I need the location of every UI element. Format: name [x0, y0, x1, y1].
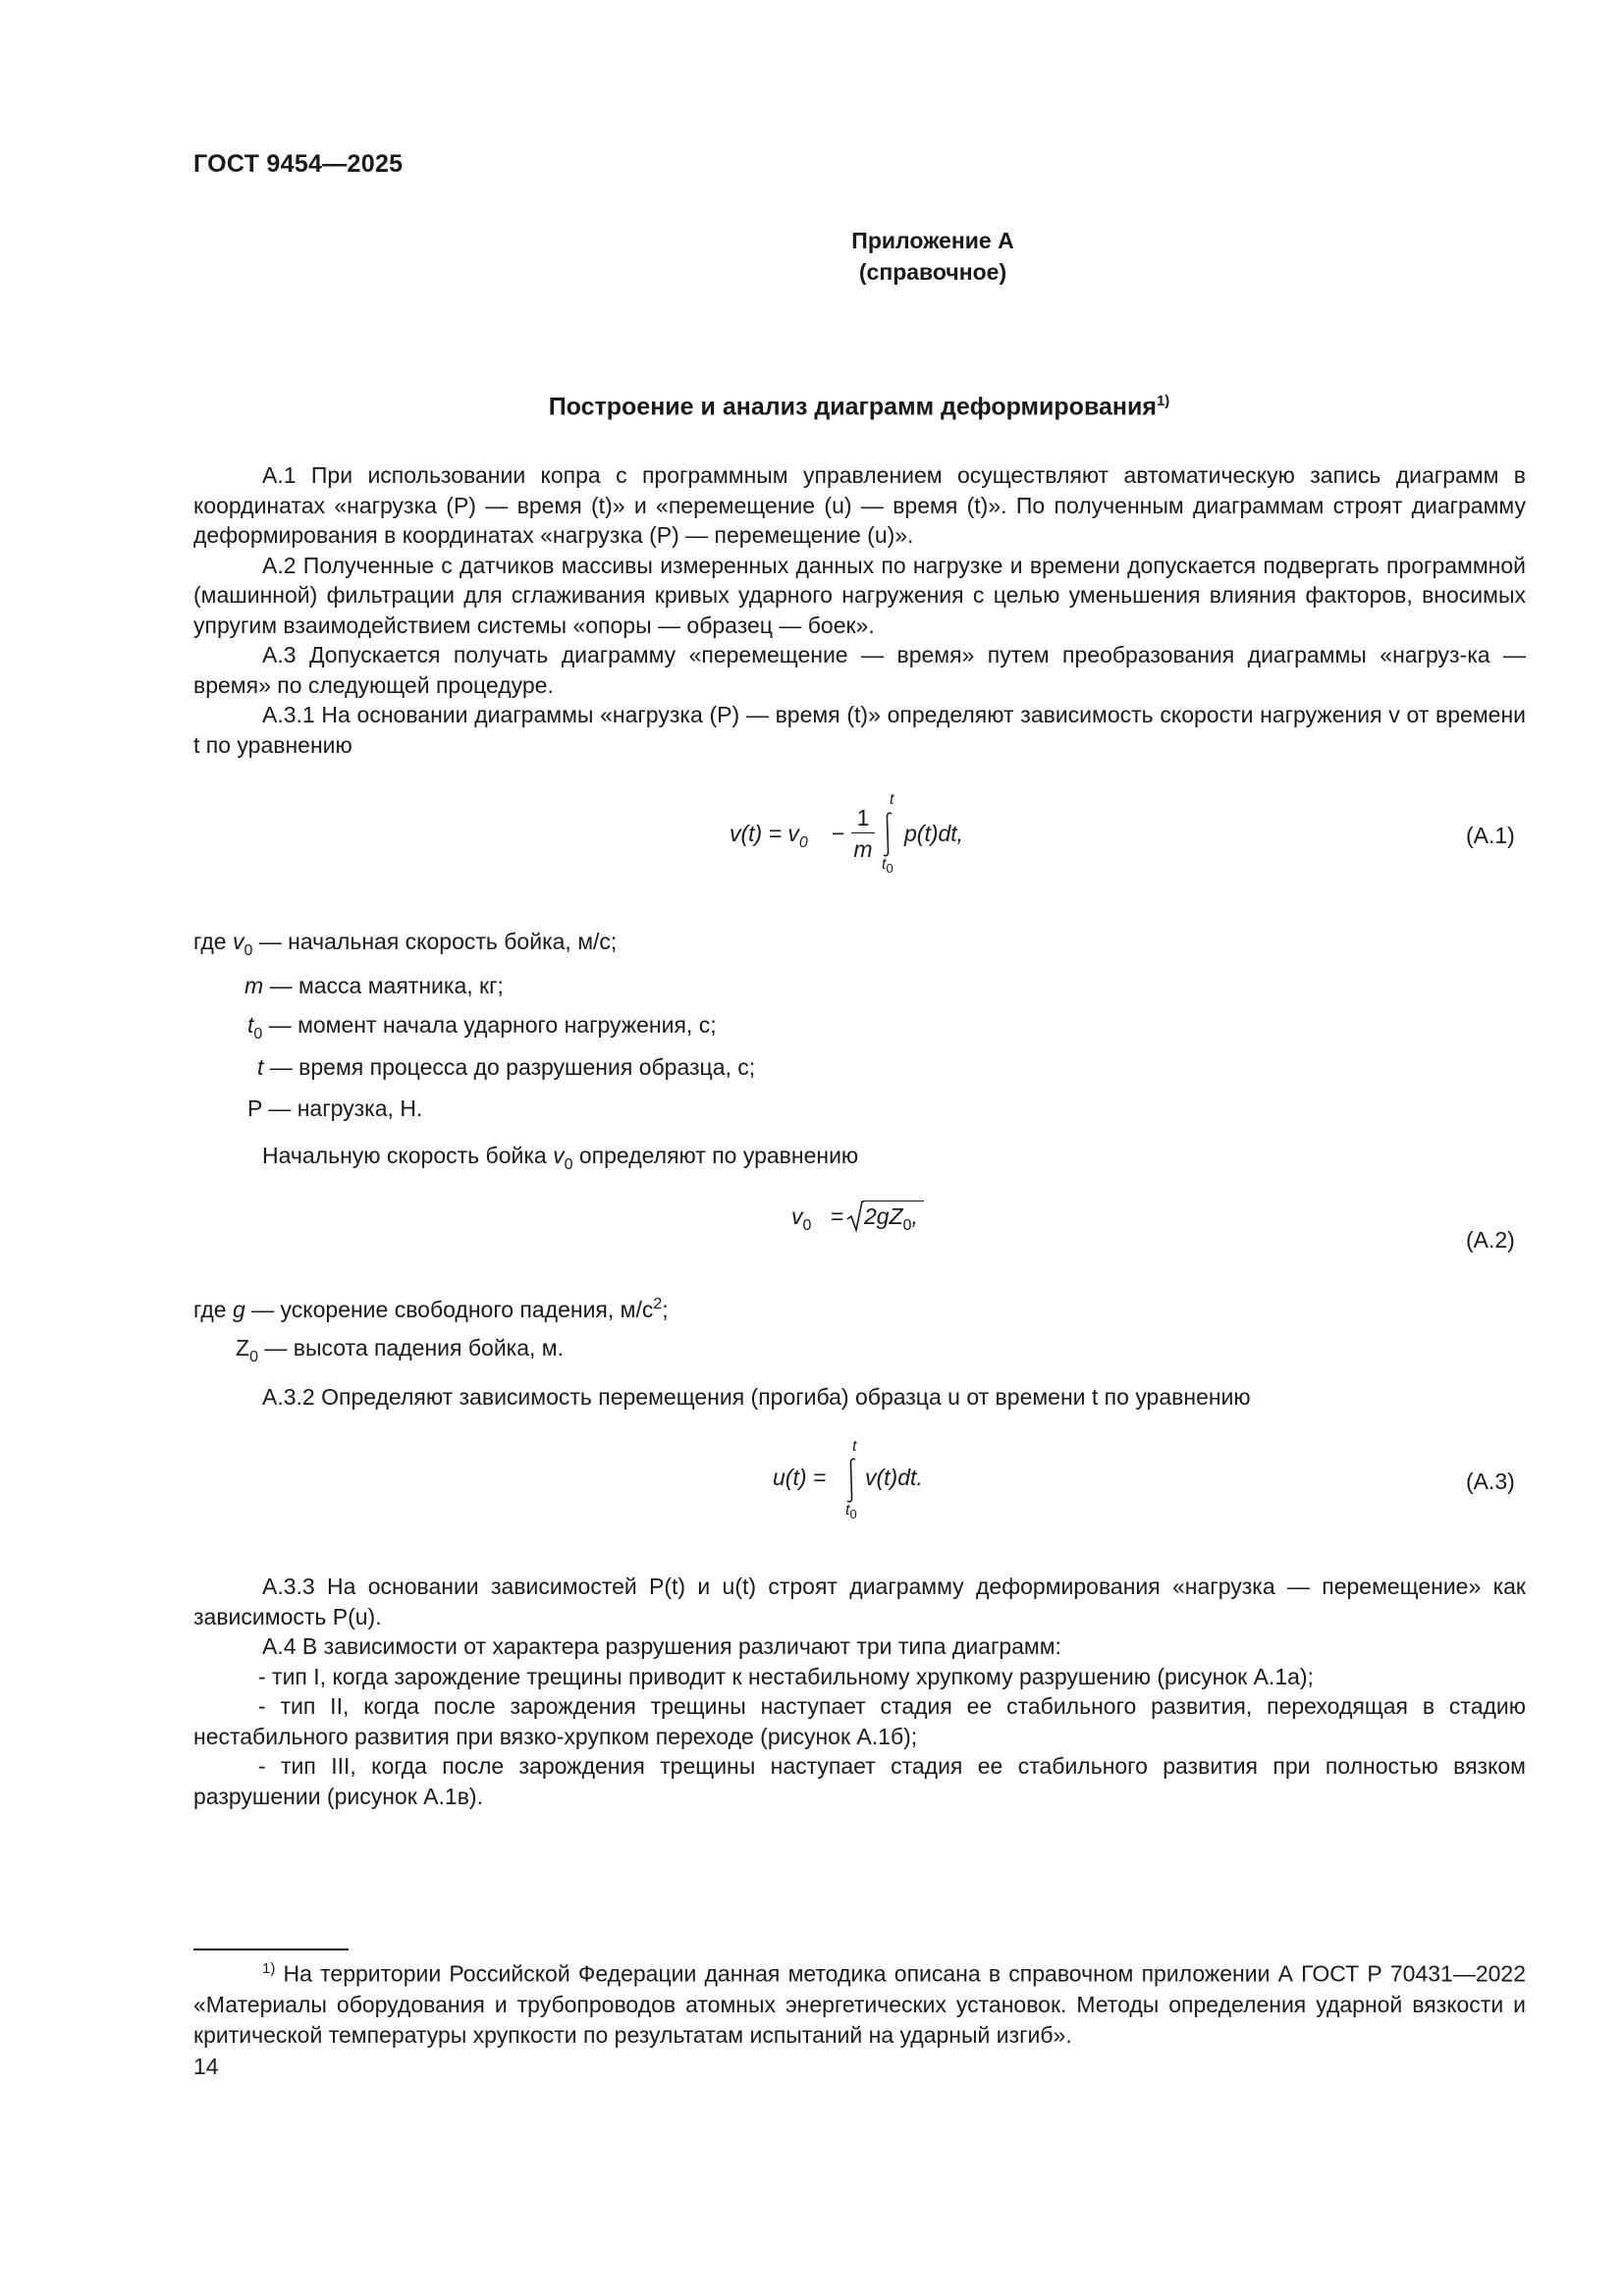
def-p [247, 1095, 422, 1122]
def-g-symbol: g [232, 1297, 245, 1322]
def-g-sup: 2 [653, 1296, 663, 1312]
eq1-lower-limit-sub: 0 [886, 861, 893, 876]
eq2-lhs: v [791, 1203, 803, 1229]
def-z0-symbol: Z [236, 1335, 250, 1361]
def-g [193, 1296, 669, 1323]
eq1-frac-den: m [853, 836, 873, 862]
equation-a2 [791, 1203, 958, 1243]
eq1-number: (А.1) [1466, 823, 1515, 848]
list-item-type-1: - тип I, когда зарождение трещины приводит к нестабильному хрупкому разрушению (рисунок А.1а); [258, 1663, 1314, 1689]
integral-sign-icon [880, 811, 895, 858]
equation-a1 [730, 791, 1024, 885]
paragraph-a2: А.2 Полученные с датчиков массивы измеренных данных по нагрузке и времени допускается подвергать программной (машинной) фильтрации для сглаживания кривых ударного нагружения с целью уменьшения влияния факторов, вносимых упругим взаимодействием системы «опоры — образец — боек». [193, 552, 1526, 638]
def-where-label: где [193, 929, 227, 954]
eq2-tail: , [911, 1203, 918, 1229]
paragraph-a1: А.1 При использовании копра с программным управлением осуществляют автоматическую запись диаграмм в координатах «нагрузка (P) — время (t)» и «перемещение (u) — время (t)». По полученным диаграммам строят диаграмму деформирования в координатах «нагрузка (P) — перемещение (u)». [193, 462, 1526, 548]
list-item-type-3: - тип III, когда после зарождения трещины наступает стадия ее стабильного развития при полностью вязком разрушении (рисунок А.1в). [193, 1753, 1526, 1809]
def-v0-text: — начальная скорость бойка, м/с; [258, 929, 618, 954]
footnote-mark: 1) [262, 1960, 276, 1977]
eq1-frac-bar [851, 832, 875, 833]
paragraph-a3-1: А.3.1 На основании диаграммы «нагрузка (P) — время (t)» определяют зависимость скорости нагружения v от времени t по уравнению [193, 702, 1526, 758]
section-title-footnote-mark: 1) [1156, 393, 1170, 409]
footnote [193, 1953, 1526, 2051]
list-item-type-2: - тип II, когда после зарождения трещины наступает стадия ее стабильного развития, переходящая в стадию нестабильного развития при вязко-хрупком переходе (рисунок А.1б); [193, 1693, 1526, 1749]
def-m [244, 973, 504, 999]
def-z0-text: — высота падения бойка, м. [264, 1335, 565, 1361]
equation-a3 [773, 1438, 969, 1531]
def-t-symbol: t [257, 1054, 264, 1080]
footnote-divider [193, 1949, 349, 1950]
def-t-text: — время процесса до разрушения образца, с; [269, 1054, 756, 1080]
def2-where-label: где [193, 1297, 227, 1322]
eq3-lower-limit-sub: 0 [849, 1507, 857, 1522]
def-v0-symbol: v [232, 929, 244, 954]
eq1-lhs-sub: 0 [798, 834, 808, 851]
def-t0-symbol: t [247, 1012, 254, 1038]
paragraph-a3-3: А.3.3 На основании зависимостей P(t) и u(t) строят диаграмму деформирования «нагрузка — перемещение» как зависимость P(u). [193, 1574, 1526, 1629]
def-g-end: ; [662, 1297, 669, 1322]
v0-intro-symbol: v [553, 1143, 565, 1168]
section-title [193, 393, 1525, 421]
eq2-lhs-sub: 0 [802, 1217, 812, 1234]
v0-intro-sub: 0 [564, 1156, 573, 1173]
eq3-lhs: u(t) = [773, 1465, 827, 1490]
def-m-text: — масса маятника, кг; [269, 973, 504, 998]
v0-intro-before: Начальную скорость бойка [262, 1143, 554, 1168]
def-t0-sub: 0 [253, 1026, 263, 1042]
def-t0-text: — момент начала ударного нагружения, с; [268, 1012, 717, 1038]
eq3-upper-limit: t [852, 1438, 857, 1455]
eq3-lower-limit: t [845, 1502, 850, 1519]
eq1-lower-limit: t [882, 856, 887, 873]
page-number: 14 [193, 2054, 219, 2079]
def-t [257, 1054, 755, 1081]
body-block-1 [193, 460, 1526, 760]
eq1-lhs: v(t) = v [730, 821, 799, 846]
eq3-integrand: v(t)dt. [865, 1465, 923, 1490]
eq1-minus: − [832, 821, 845, 846]
radical-sign-icon [846, 1200, 864, 1233]
def-p-text: — нагрузка, Н. [268, 1095, 423, 1121]
def-t0 [247, 1012, 717, 1043]
eq2-number: (А.2) [1466, 1227, 1515, 1253]
paragraph-a3-2: А.3.2 Определяют зависимость перемещения (прогиба) образца u от времени t по уравнению [262, 1384, 1251, 1410]
def-v0-sub: 0 [244, 942, 253, 959]
def-z0 [236, 1335, 564, 1366]
eq1-frac-num: 1 [856, 805, 870, 830]
integral-sign-icon [843, 1457, 859, 1504]
def-z0-sub: 0 [249, 1349, 258, 1365]
v0-intro-after: определяют по уравнению [572, 1143, 859, 1168]
appendix-type: (справочное) [858, 259, 1007, 285]
eq1-integrand: p(t)dt, [904, 821, 964, 846]
section-title-text: Построение и анализ диаграмм деформирования [548, 393, 1157, 421]
def-p-symbol: P [247, 1095, 262, 1121]
v0-intro [262, 1143, 858, 1174]
eq2-radicand-sub: 0 [902, 1217, 912, 1234]
document-header: ГОСТ 9454—2025 [193, 150, 404, 178]
eq2-equals: = [831, 1203, 844, 1229]
paragraph-a3: А.3 Допускается получать диаграмму «перемещение — время» путем преобразования диаграммы «нагруз-ка — время» по следующей процедуре. [193, 642, 1526, 698]
body-block-2 [193, 1382, 1526, 1413]
def-m-symbol: m [244, 973, 264, 998]
def-g-text: — ускорение свободного падения, м/с [251, 1297, 654, 1322]
paragraph-a4: А.4 В зависимости от характера разрушения различают три типа диаграмм: [262, 1633, 1061, 1659]
eq3-number: (А.3) [1466, 1468, 1515, 1494]
eq1-upper-limit: t [890, 791, 894, 808]
def-v0 [193, 929, 617, 960]
footnote-text: На территории Российской Федерации данная методика описана в справочном приложении А ГОСТ Р 70431—2022 «Материалы оборудования и трубопроводов атомных энергетических установок. Методы определения ударной вязкости и критической температуры хрупкости по результатам испытаний на ударный изгиб». [193, 1960, 1526, 2048]
eq2-radicand: 2gZ [864, 1203, 903, 1229]
appendix-label: Приложение А [851, 228, 1014, 253]
body-block-3 [193, 1572, 1526, 1811]
